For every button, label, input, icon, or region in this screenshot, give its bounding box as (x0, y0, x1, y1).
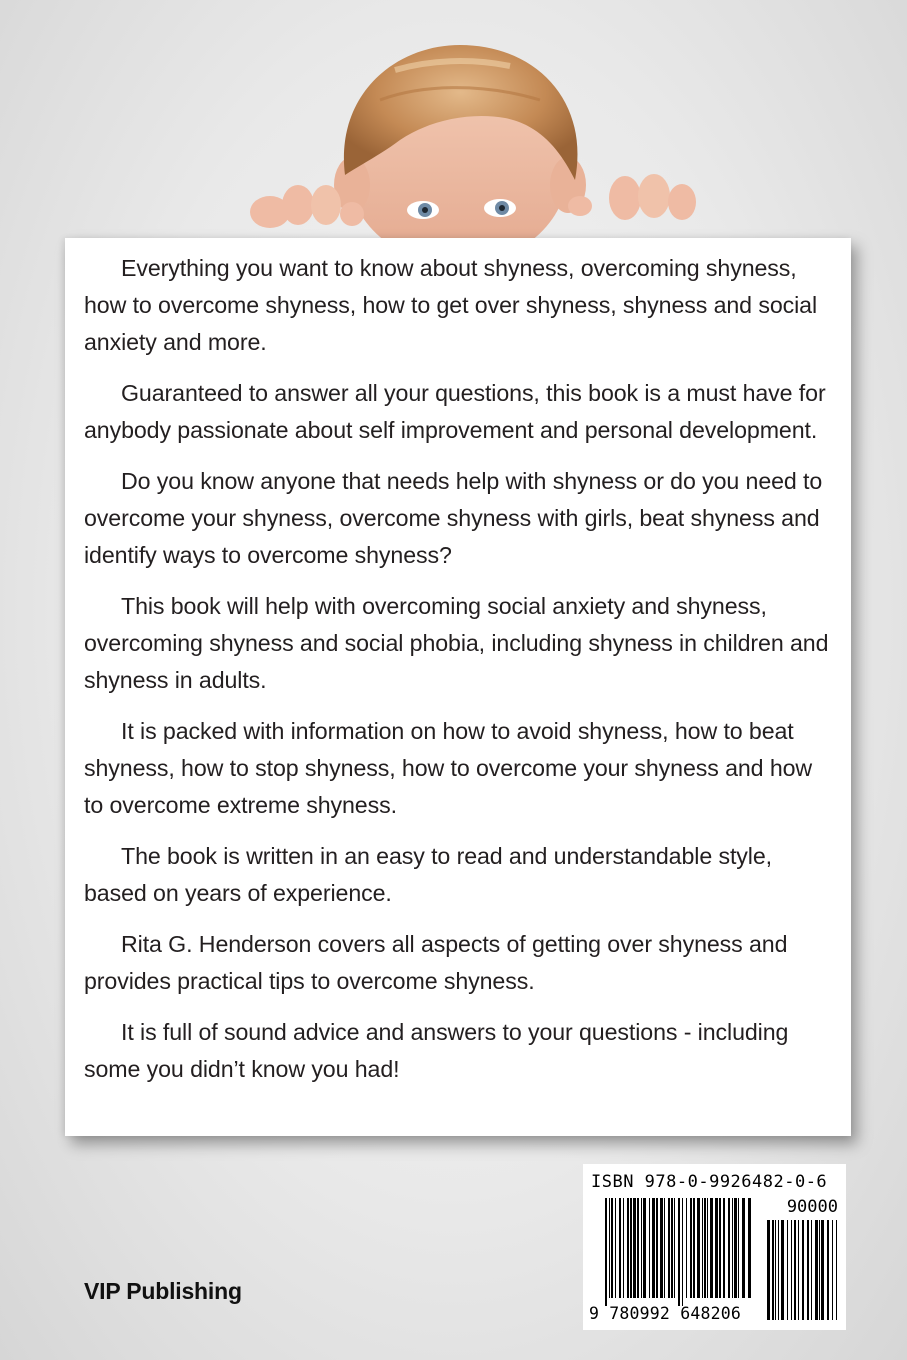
barcode-bar (728, 1198, 730, 1298)
barcode-bar (710, 1198, 713, 1298)
barcode-bar (682, 1198, 683, 1306)
barcode-bar (697, 1198, 700, 1298)
child-hand-right (568, 174, 696, 220)
ean-digits: 9 780992 648206 (589, 1304, 742, 1323)
barcode-bar (723, 1198, 725, 1298)
price-bar (836, 1220, 837, 1320)
barcode-bar (660, 1198, 663, 1298)
barcode-bar (734, 1198, 737, 1298)
price-bar (819, 1220, 820, 1320)
barcode-bar (615, 1198, 616, 1298)
price-bar (778, 1220, 779, 1320)
barcode-bar (707, 1198, 708, 1298)
paragraph-1: Everything you want to know about shyness, overcoming shyness, how to overcome shyness, how to get over shyness, shyness and social anxiety and more. (84, 255, 818, 355)
price-bar (832, 1220, 833, 1320)
barcode-bar (633, 1198, 636, 1298)
barcode-bar (719, 1198, 721, 1298)
barcode-bar (738, 1198, 739, 1298)
barcode-bar (704, 1198, 706, 1298)
barcode-bar (656, 1198, 658, 1298)
price-bar (791, 1220, 792, 1320)
paragraph-8: It is full of sound advice and answers to your questions - including some you didn’t know you had! (84, 1019, 789, 1082)
price-bar (772, 1220, 774, 1320)
price-bar (811, 1220, 812, 1320)
barcode-bar (637, 1198, 639, 1298)
price-bar (827, 1220, 829, 1320)
barcode-bar (664, 1198, 665, 1298)
isbn-label: ISBN 978-0-9926482-0-6 (591, 1172, 828, 1192)
barcode-bar (641, 1198, 642, 1298)
barcode-bar (668, 1198, 670, 1298)
barcode-bar (611, 1198, 613, 1298)
barcode-bar (686, 1198, 687, 1298)
price-bar (798, 1220, 799, 1320)
barcode-bar (732, 1198, 733, 1298)
barcode-bar (715, 1198, 718, 1298)
barcode-bar (678, 1198, 680, 1306)
barcode-bar (605, 1198, 607, 1306)
barcode-bar (748, 1198, 751, 1298)
price-bar (815, 1220, 818, 1320)
barcode-bar (609, 1198, 610, 1298)
barcode-bar (674, 1198, 675, 1298)
barcode-bar (630, 1198, 632, 1298)
barcode-bar (627, 1198, 629, 1298)
paragraph-3: Do you know anyone that needs help with shyness or do you need to overcome your shyness, overcome shyness with girls, beat shyness and identify ways to overcome shyness? (84, 468, 823, 568)
child-peeking-photo (0, 0, 907, 250)
paragraph-6: The book is written in an easy to read and understandable style, based on years of experience. (84, 843, 772, 906)
price-bar (775, 1220, 776, 1320)
price-bar (781, 1220, 784, 1320)
price-bar (802, 1220, 804, 1320)
price-code: 90000 (786, 1197, 838, 1217)
barcode-bar (649, 1198, 650, 1298)
isbn-barcode (583, 1164, 846, 1330)
price-bar (794, 1220, 796, 1320)
barcode-bar (671, 1198, 673, 1298)
paragraph-7: Rita G. Henderson covers all aspects of getting over shyness and provides practical tips to overcome shyness. (84, 931, 788, 994)
publisher-name: VIP Publishing (84, 1278, 242, 1304)
paragraph-4: This book will help with overcoming social anxiety and shyness, overcoming shyness and social phobia, including shyness in children and shyness in adults. (84, 593, 829, 693)
barcode-bar (742, 1198, 745, 1298)
price-bar (787, 1220, 788, 1320)
barcode-bar (643, 1198, 646, 1298)
price-bar (821, 1220, 824, 1320)
barcode-bar (693, 1198, 695, 1298)
paragraph-2: Guaranteed to answer all your questions, this book is a must have for anybody passionate about self improvement and personal development. (84, 380, 826, 443)
barcode-bar (652, 1198, 655, 1298)
barcode-bar (623, 1198, 624, 1298)
price-bar (767, 1220, 770, 1320)
barcode-bar (619, 1198, 621, 1298)
barcode-bar (690, 1198, 692, 1298)
paragraph-5: It is packed with information on how to avoid shyness, how to beat shyness, how to stop shyness, how to overcome your shyness and how to overcome extreme shyness. (84, 718, 813, 818)
barcode-bar (702, 1198, 703, 1298)
description-card (65, 238, 851, 1136)
price-bar (807, 1220, 809, 1320)
